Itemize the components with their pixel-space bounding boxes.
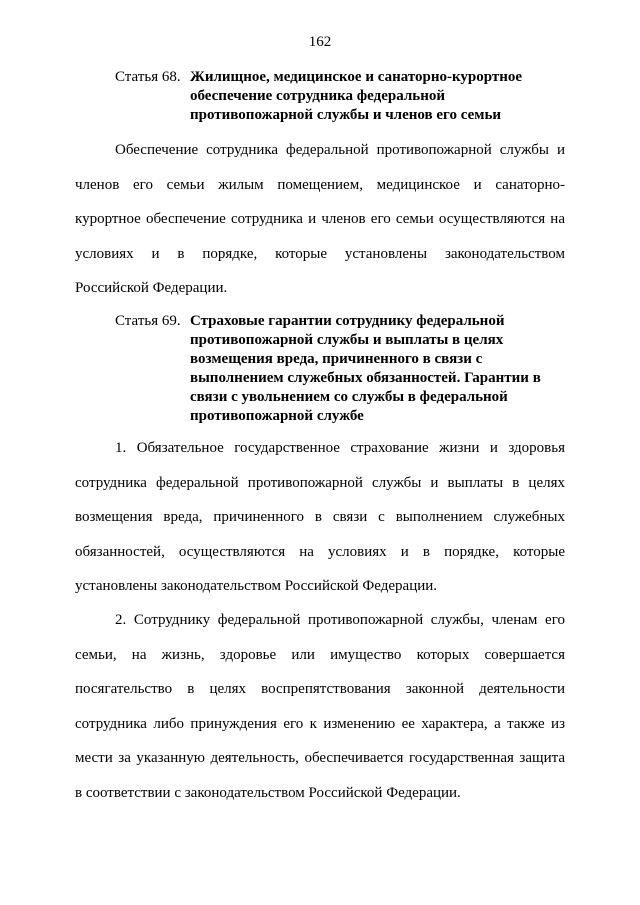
text-line: условиях и в порядке, которые установлены законодательством: [75, 245, 565, 262]
title-line: Жилищное, медицинское и санаторно-курортное: [190, 69, 523, 85]
title-line: противопожарной службы и выплаты в целях: [190, 332, 504, 348]
title-line: обеспечение сотрудника федеральной: [190, 88, 445, 104]
article-68-paragraph: [75, 133, 565, 306]
article-69-paragraph-1: [75, 431, 565, 604]
title-line: связи с увольнением со службы в федеральной: [190, 389, 508, 405]
text-line: сотрудника федеральной противопожарной службы и выплаты в целях: [75, 474, 565, 491]
text-line: семьи, на жизнь, здоровье или имущество которых совершается: [75, 646, 565, 663]
title-line: противопожарной службе: [190, 408, 364, 424]
title-line: выполнением служебных обязанностей. Гарантии в: [190, 370, 541, 386]
text-line: в соответствии с законодательством Российской Федерации.: [75, 784, 461, 801]
article-69-paragraph-2: [75, 603, 565, 810]
text-line: возмещения вреда, причиненного в связи с выполнением служебных: [75, 509, 565, 525]
text-line: установлены законодательством Российской Федерации.: [75, 578, 438, 594]
text-line: курортное обеспечение сотрудника и членов его семьи осуществляются на: [75, 211, 565, 227]
article-title: [190, 68, 522, 125]
article-title: [190, 312, 541, 426]
text-line: 1. Обязательное государственное страхование жизни и здоровья: [115, 440, 565, 456]
text-line: обязанностей, осуществляются на условиях и в порядке, которые: [75, 543, 565, 560]
page-number: 162: [308, 34, 332, 50]
text-line: сотрудника либо принуждения его к изменению ее характера, а также из: [75, 715, 565, 732]
text-line: посягательство в целях воспрепятствования законной деятельности: [75, 681, 565, 697]
article-label: Статья 68.: [115, 69, 181, 85]
title-line: Страховые гарантии сотруднику федеральной: [190, 313, 505, 329]
text-line: Российской Федерации.: [75, 280, 228, 296]
text-line: 2. Сотруднику федеральной противопожарной службы, членам его: [115, 612, 565, 628]
title-line: возмещения вреда, причиненного в связи с: [190, 351, 483, 367]
article-label: Статья 69.: [115, 313, 181, 329]
text-line: членов его семьи жилым помещением, медицинское и санаторно-: [75, 176, 565, 193]
text-line: мести за указанную деятельность, обеспечивается государственная защита: [75, 750, 565, 766]
title-line: противопожарной службы и членов его семьи: [190, 107, 502, 123]
text-line: Обеспечение сотрудника федеральной противопожарной службы и: [115, 142, 565, 158]
